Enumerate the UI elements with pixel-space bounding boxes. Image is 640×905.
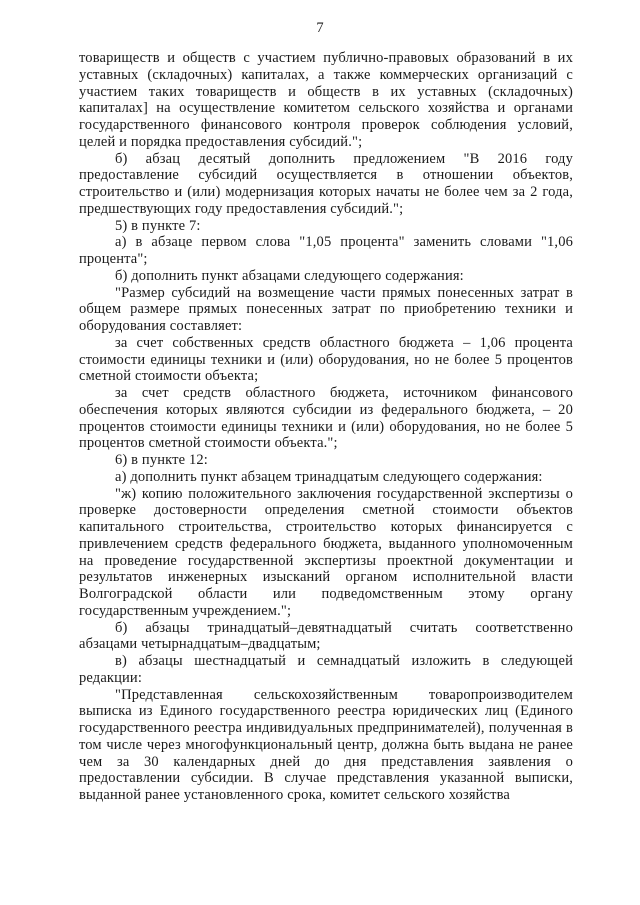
paragraph-federal-subsidy: за счет средств областного бюджета, источником финансового обеспечения которых являются субсидии из федерального бюджета, – 20 процентов стоимости единицы техники и (или) оборудования, но не более 5 процентов сметной стоимости объекта."; xyxy=(79,385,573,452)
paragraph-extract: "Представленная сельскохозяйственным товаропроизводителем выписка из Единого государственного реестра юридических лиц (Единого государственного реестра индивидуальных предпринимателей), полученная в том числе через многофункциональный центр, должна быть выдана не ранее чем за 30 календарных дней до дня представления заявления о предоставлении субсидии. В случае представления указанной выписки, выданной ранее установленного срока, комитет сельского хозяйства xyxy=(79,686,573,803)
paragraph-continuation: товариществ и обществ с участием публично-правовых образований в их уставных (складочных) капиталах, а также коммерческих организаций с участием таких товариществ и обществ в их уставных (складочных) капиталах] на осуществление комитетом сельского хозяйства и органами государственного финансового контроля проверок соблюдения условий, целей и порядка предоставления субсидий."; xyxy=(79,50,573,150)
paragraph-item-zh: "ж) копию положительного заключения государственной экспертизы о проверке достоверности определения сметной стоимости объектов капитального строительства, строительство которых финансируется с привлечением средств федерального бюджета, выданного уполномоченным на проведение государственной экспертизы проектной документации и результатов инженерных изысканий органом исполнительной власти Волгоградской области или подведомственным этому органу государственным учреждением."; xyxy=(79,485,573,619)
paragraph-item-b-supplement: б) дополнить пункт абзацами следующего содержания: xyxy=(115,267,464,284)
paragraph-item-b-tenth: б) абзац десятый дополнить предложением "В 2016 году предоставление субсидий осуществляется в отношении объектов, строительство и (или) модернизация которых начаты не более чем за 2 года, предшествующих году предоставления субсидий."; xyxy=(79,150,573,217)
paragraph-item-v-redaction: в) абзацы шестнадцатый и семнадцатый изложить в следующей редакции: xyxy=(79,653,573,686)
paragraph-item-a-thirteenth: а) дополнить пункт абзацем тринадцатым следующего содержания: xyxy=(115,468,543,485)
paragraph-item-a-replace: а) в абзаце первом слова "1,05 процента" заменить словами "1,06 процента"; xyxy=(79,234,573,267)
paragraph-item-b-renumber: б) абзацы тринадцатый–девятнадцатый считать соответственно абзацами четырнадцатым–двадцатым; xyxy=(79,619,573,653)
page-number: 7 xyxy=(316,20,324,36)
paragraph-regional-budget: за счет собственных средств областного бюджета – 1,06 процента стоимости единицы техники и (или) оборудования, но не более 5 процентов сметной стоимости объекта; xyxy=(79,334,573,385)
paragraph-point-5: 5) в пункте 7: xyxy=(115,217,201,234)
paragraph-subsidy-size: "Размер субсидий на возмещение части прямых понесенных затрат в общем размере прямых понесенных затрат по приобретению техники и оборудования составляет: xyxy=(79,284,573,334)
paragraph-point-12: 6) в пункте 12: xyxy=(115,452,208,468)
document-body xyxy=(79,50,573,804)
